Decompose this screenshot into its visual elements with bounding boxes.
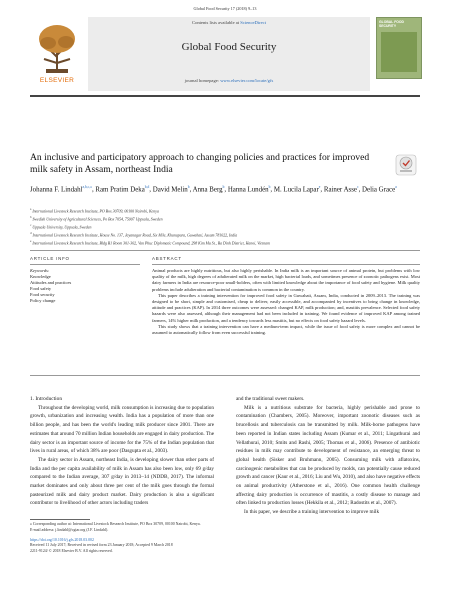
body-paragraph: The dairy sector in Assam, northeast India, is developing slower than other parts of India and the per capita availability of milk in Assam has also been low, only 69 g/day compared to the Indian average, 307 g/day in 2013–14 (NDDB, 2017). The informal market dominates and only about three per cent of the milk goes through the formal pasteurized milk and dairy product market. Dairy production is also a significant contributor to livelihood of other actors including traders [30,456,214,507]
keywords-block [30,268,140,305]
keyword: Knowledge [30,274,51,280]
publisher-name: ELSEVIER [39,77,75,84]
sciencedirect-link[interactable]: ScienceDirect [240,20,266,25]
affiliation-text: Swedish University of Agricultural Sciences, Po Box 7054, 75007 Uppsala, Sweden [31,217,163,222]
affiliation-marker: e [30,239,32,244]
body-paragraph: Throughout the developing world, milk consumption is increasing due to population growth, urbanization and increasing wealth. India has a population of more than one billion people, and has been the world's leading milk producer since 2001. There are estimates that around 70 million Indian households are engaged in dairy production. The dairy sector is an important source of income for the 75% of the Indian population that lives in rural areas, of which 38% are poor (Dasgupta et al., 2003). [30,404,214,455]
homepage-link[interactable]: www.elsevier.com/locate/gfs [220,78,274,83]
crossmark-icon[interactable] [395,154,417,176]
elsevier-tree-logo [32,19,82,83]
affiliation [30,231,420,239]
contents-prefix: Contents lists available at [192,20,241,25]
author-name[interactable]: Delia Grace [362,186,396,194]
cover-title: GLOBAL FOOD SECURITY [379,20,404,28]
footnote-rule [30,519,90,520]
author-affiliation-marker: b [222,185,225,189]
body-left-column [30,395,214,508]
journal-title: Global Food Security [181,41,277,53]
keywords-label: Keywords: [30,268,50,273]
affiliation-marker: a [30,207,32,211]
affiliation [30,215,420,223]
section-heading: 1. Introduction [30,396,63,402]
keyword: Policy change [30,298,56,304]
journal-header [30,17,420,93]
body-right-column [236,395,420,517]
abstract-rule [152,264,420,265]
corresponding-author-note: ⁎ Corresponding author at: International Livestock Research Institute, PO Box 30709, 00100 Nairobi, Kenya. [30,522,201,526]
affiliation-text: International Livestock Research Institute, Bldg B1 Room 301-302, Van Phuc Diplomatic Compound, 298 Kim Ma St., Ba Dinh District, Hanoi, Vietnam [31,241,270,246]
journal-cover-thumbnail [376,17,422,79]
cover-image [381,32,417,72]
affiliation-marker: c [30,223,32,228]
body-paragraph: Milk is a nutritious substrate for bacteria, highly perishable and prone to contamination (Chambers, 2005). Moreover, important zoonotic diseases such as brucellosis and tuberculosis can be transmitted by milk. Milk-borne pathogens have been reported in Indian states including Assam (Kumar et al., 2011; Lingathurai and Vellathurai, 2010; Smits and Rashi, 2005; Thomas et al., 2006). Presence of antibiotic residues in milk may contribute to development of resistance, an emerging threat to global health (Sisker and Bruhmann, 2005). Consuming milk with aflatoxins, carcinogenic metabolites that can be produced by molds, can potentially cause reduced growth and cancer (Kaur et al., 2016; Liu and Wu, 2010), and also have negative effects on animal productivity (Atherstone et al., 2016). One common health challenge affecting dairy production is occurrence of mastitis, a costly disease to manage and often linked to production losses (Hekkila et al., 2012; Radostits et al., 2007). [236,404,420,507]
author-name[interactable]: Hanna Lundén [227,186,269,194]
body-paragraph: In this paper, we describe a training intervention to improve milk [244,509,380,516]
section-divider [30,250,420,251]
contents-line [88,20,370,25]
affiliation-marker: d [30,231,32,236]
header-divider [30,95,420,97]
author-name[interactable]: David Melin [152,186,188,194]
abstract-divider [30,375,420,376]
author-affiliation-marker: b,d [144,185,150,189]
author-name[interactable]: M. Lucila Lapar [273,186,319,194]
abstract-paragraph: This paper describes a training intervention for improved food safety in Guwahati, Assam, India, conducted in 2009–2013. The training was designed to be short, simple and customised, cheap to deliver, easily accessible, and accompanied by incentives to bring change in knowledge, attitude and practices (KAP). In 2014 three outcomes were assessed: changed KAP, milk production; and, mastitis prevalence. Selected food safety hazards were also assessed, although their management had not been included in training. We found evidence of improved KAP among trained farmers, 14% higher milk production, and a tendency towards less mastitis, but no effects on food safety hazard levels. [152,292,420,323]
author-affiliation-marker: b [268,185,271,189]
keyword: Food security [30,292,55,298]
keyword: Food safety [30,286,52,292]
author-list: Johanna F. Lindahl$^{a,b,c,⁎}$, Ram Pratim Deka$^{b,d}$, David Melin$^b$, Anna Berg$^b$, Hanna Lundén$^b$, M. Lucila Lapar$^e$, Rainer Asse$^c$, Delia Grace$^a$ [30,185,397,194]
abstract-text [152,268,420,336]
author-name[interactable]: Ram Pratim Deka [95,186,145,194]
author-name[interactable]: Rainer Asse [323,186,357,194]
author-name[interactable]: Johanna F. Lindahl [30,186,83,194]
abstract-heading: ABSTRACT [152,256,182,261]
affiliation-text: Uppsala University, Uppsala, Sweden [31,225,92,230]
journal-banner [88,17,370,91]
author-affiliation-marker: b [187,185,190,189]
author-affiliation-marker: a,b,c,⁎ [82,185,92,189]
body-paragraph: and the traditional sweet makers. [236,396,305,402]
author-name[interactable]: Anna Berg [192,186,223,194]
homepage-prefix: journal homepage: [184,78,221,83]
author-affiliation-marker: a [395,185,397,189]
journal-reference: Global Food Security 17 (2018) 9–13 [193,6,257,11]
affiliation [30,207,420,215]
affiliation-list [30,207,420,247]
article-info-rule [30,264,140,265]
affiliation-marker: b [30,215,32,220]
article-title: An inclusive and participatory approach to changing policies and practices for improved milk safety in Assam, northeast India [30,152,370,175]
abstract-paragraph: This study shows that a training intervention can have a medium-term impact, while the issue of food safety is more complex and cannot be assumed to automatically follow from even successful training. [152,323,420,336]
article-info-heading: ARTICLE INFO [30,256,70,261]
author-affiliation-marker: c [356,185,359,189]
copyright-note: 2211-9124/ © 2018 Elsevier B.V. All rights reserved. [30,549,113,554]
footnotes [30,522,230,555]
keyword: Attitudes and practices [30,280,72,286]
received-dates: Received 11 July 2017; Received in revised form 23 January 2018; Accepted 9 March 2018 [30,543,173,548]
journal-homepage [88,78,370,83]
doi-link[interactable]: https://doi.org/10.1016/j.gfs.2018.03.002 [30,537,94,542]
affiliation [30,239,420,247]
author-affiliation-marker: e [318,185,321,189]
affiliation-text: International Livestock Research Institute, PO Box 30709, 00100 Nairobi, Kenya [31,209,159,214]
abstract-paragraph: Animal products are highly nutritious, but also highly perishable. In India milk is an important source of animal protein, but problems with low quality of the milk, high degrees of adulterated milk on the market, high bacterial loads, and sometimes presence of zoonotic pathogens exist. Most dairy farmers in India are resource-poor small-holders, often with limited knowledge about the importance of food safety and hygiene. Milk quality problems include adulteration and bacterial contamination is common in the country. [152,268,420,292]
affiliation [30,223,420,231]
affiliation-text: International Livestock Research Institute, House No. 137, Jayanagar Road, Six Mile, Khanapara, Guwahati, Assam 781022, India [31,233,238,238]
email-note: E-mail address: j.lindahl@cgiar.org (J.F. Lindahl). [30,527,109,532]
